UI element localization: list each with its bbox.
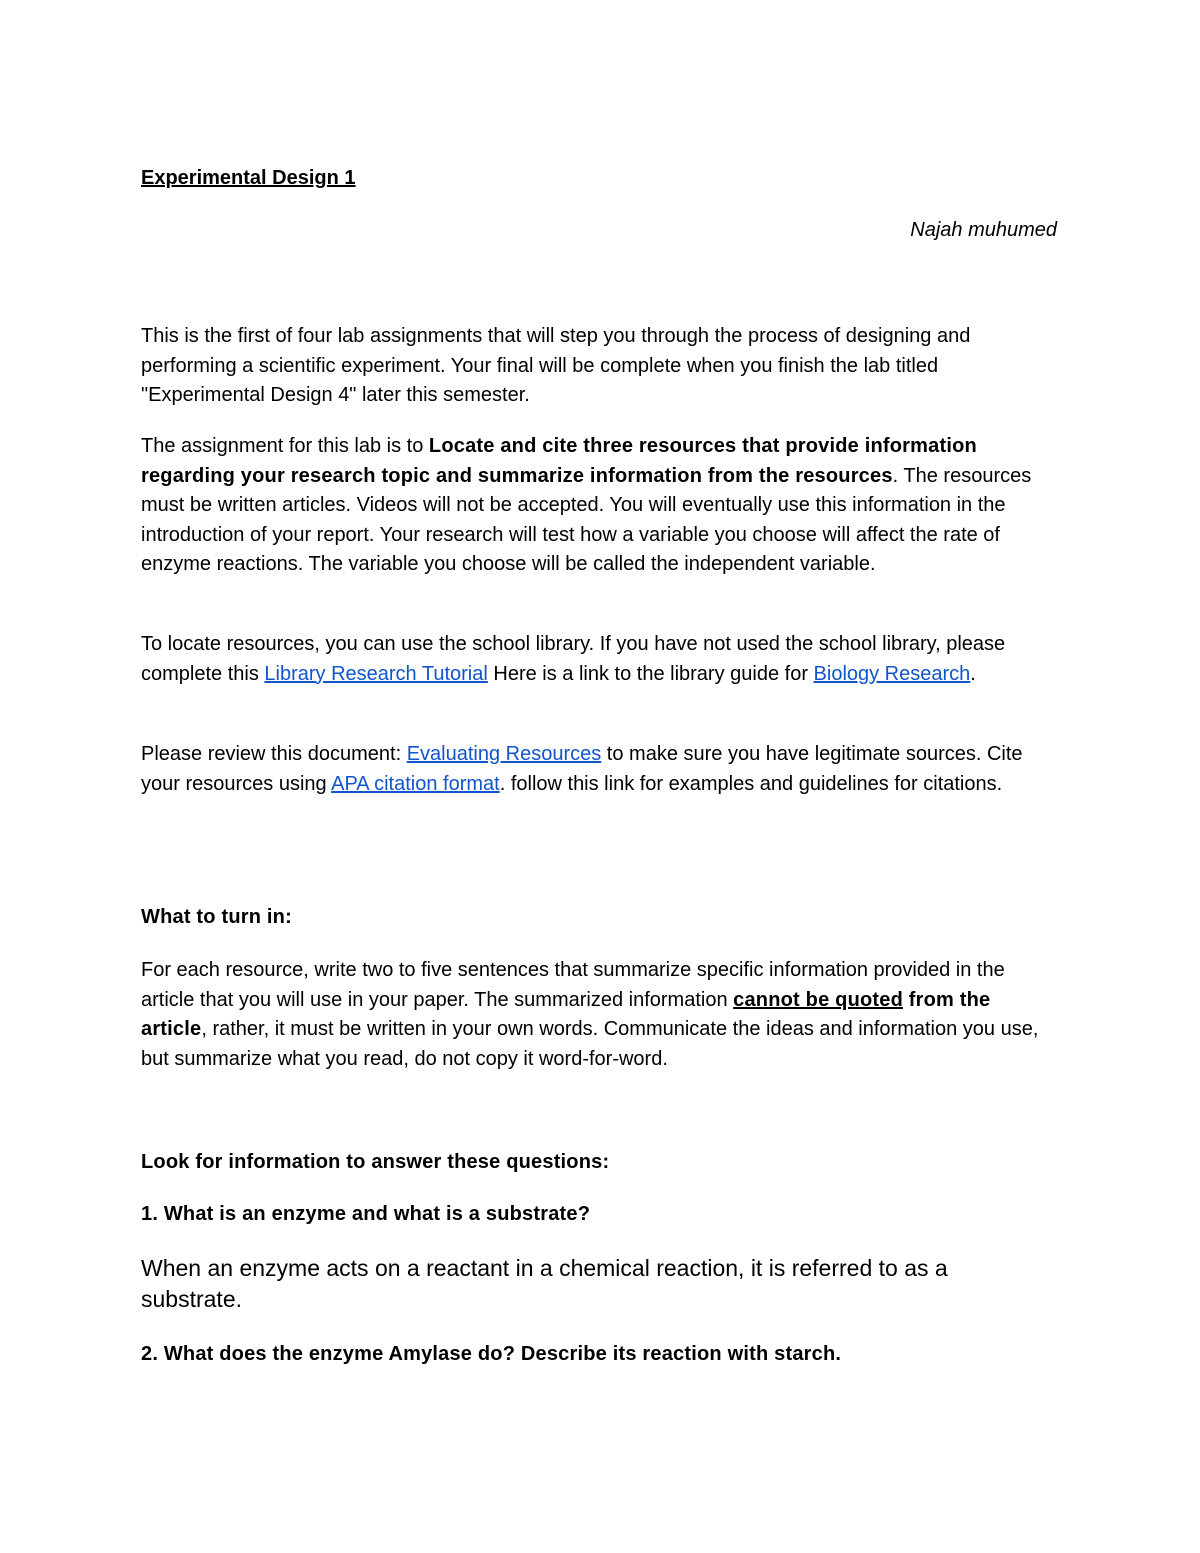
turn-in-lead: For each resource, write two to five sentences that summarize specific information provided in the article that you will use in your paper. The summarized information [141, 959, 1005, 1011]
turn-in-rest: , rather, it must be written in your own words. Communicate the ideas and information you use, but summarize what you read, do not copy it word-for-word. [141, 1018, 1039, 1070]
assignment-rest: . The resources must be written articles. Videos will not be accepted. You will eventually use this information in the introduction of your report. Your research will test how a variable you choose will affect the rate of enzyme reactions. The variable you choose will be called the independent variable. [141, 464, 1032, 575]
answer-1: When an enzyme acts on a reactant in a chemical reaction, it is referred to as a substrate. [141, 1255, 948, 1312]
question-2: 2. What does the enzyme Amylase do? Describe its reaction with starch. [141, 1343, 842, 1365]
locate-lead: To locate resources, you can use the school library. If you have not used the school library, please complete this [141, 633, 1006, 685]
author-name: Najah muhumed [910, 219, 1057, 241]
assignment-paragraph [141, 432, 1061, 580]
turn-in-paragraph [141, 956, 1061, 1074]
questions-heading: Look for information to answer these questions: [141, 1151, 610, 1173]
review-end: . follow this link for examples and guidelines for citations. [499, 772, 1003, 795]
turn-in-bold-underline: cannot be quoted [733, 988, 904, 1011]
evaluating-resources-link[interactable]: Evaluating Resources [406, 743, 602, 765]
biology-research-link[interactable]: Biology Research [813, 662, 971, 685]
turn-in-heading: What to turn in: [141, 906, 292, 928]
review-paragraph [141, 740, 1061, 799]
question-1: 1. What is an enzyme and what is a substrate? [141, 1203, 591, 1225]
assignment-lead: The assignment for this lab is to [141, 435, 429, 457]
document-page [141, 0, 1057, 1553]
locate-paragraph [141, 630, 1061, 689]
turn-in-bold: from the article [141, 988, 991, 1040]
intro-paragraph: This is the first of four lab assignments that will step you through the process of designing and performing a scientific experiment. Your final will be complete when you finish the lab titled "Experimental Design 4" later this semester. [141, 325, 971, 406]
library-research-tutorial-link[interactable]: Library Research Tutorial [264, 662, 488, 685]
review-lead: Please review this document: [141, 743, 407, 765]
locate-end: . [970, 662, 976, 685]
locate-mid: Here is a link to the library guide for [487, 662, 814, 685]
document-title: Experimental Design 1 [141, 167, 356, 189]
review-mid: to make sure you have legitimate sources. Cite your resources using [141, 743, 1023, 795]
apa-citation-format-link[interactable]: APA citation format [331, 772, 500, 795]
assignment-bold-text: Locate and cite three resources that provide information regarding your research topic and summarize information from the resources [141, 435, 977, 487]
